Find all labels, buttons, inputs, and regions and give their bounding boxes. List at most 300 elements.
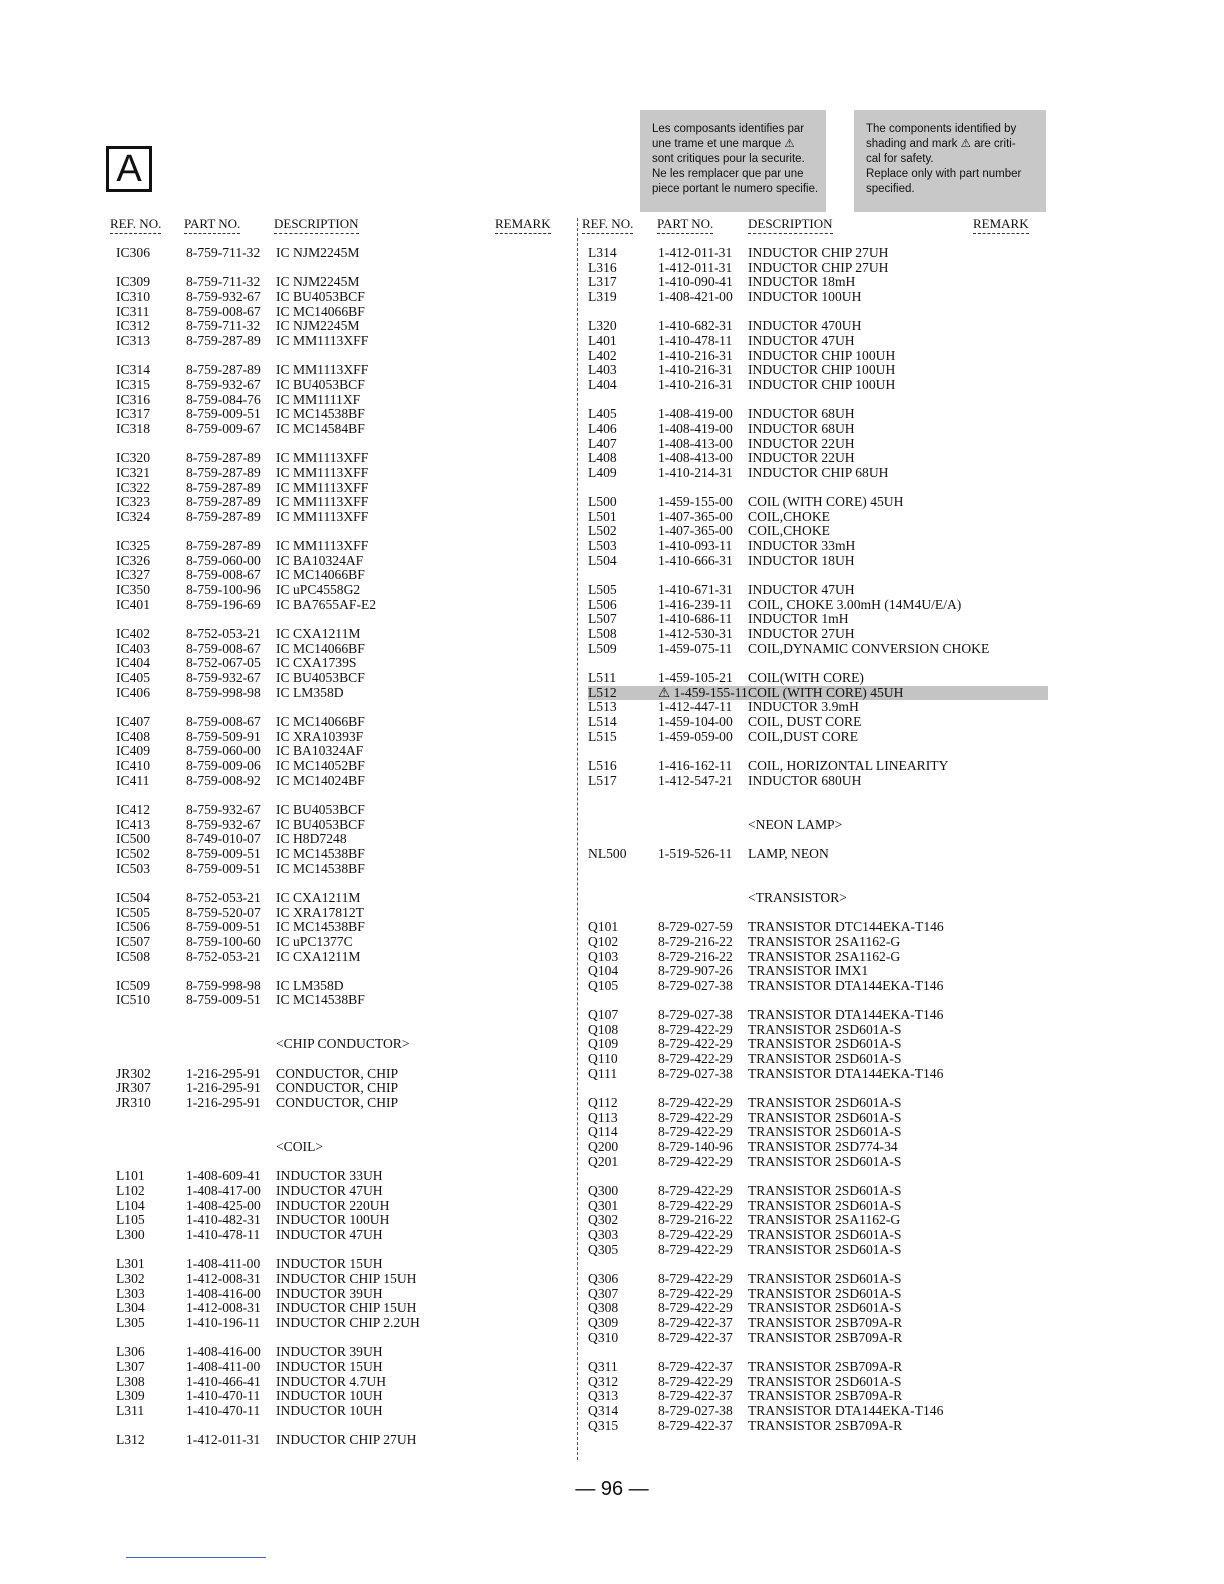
parts-row — [116, 656, 556, 671]
parts-row-safety-critical — [588, 686, 1048, 701]
part-no: 8-729-027-59 — [658, 919, 733, 935]
parts-row — [116, 363, 556, 378]
description: IC XRA10393F — [276, 728, 364, 744]
notice-line: The components identified by — [866, 123, 1017, 135]
part-no: 1-412-011-31 — [658, 259, 733, 275]
ref-no: IC412 — [116, 801, 150, 817]
parts-row — [116, 832, 556, 847]
description: TRANSISTOR 2SB709A-R — [748, 1329, 903, 1345]
description: IC CXA1211M — [276, 889, 361, 905]
description: IC MM1111XF — [276, 391, 361, 407]
ref-no: Q112 — [588, 1095, 618, 1111]
parts-row — [116, 862, 556, 877]
description: INDUCTOR 680UH — [748, 772, 862, 788]
description: TRANSISTOR 2SD601A-S — [748, 1300, 902, 1316]
ref-no: L312 — [116, 1432, 145, 1448]
ref-no: IC507 — [116, 933, 150, 949]
ref-no: Q313 — [588, 1388, 619, 1404]
parts-row — [588, 950, 1048, 965]
part-no: 1-408-425-00 — [186, 1197, 261, 1213]
description: COIL,DUST CORE — [748, 728, 859, 744]
part-no: 1-408-411-00 — [186, 1358, 261, 1374]
ref-no: Q110 — [588, 1051, 618, 1067]
description: IC CXA1739S — [276, 655, 357, 671]
ref-no: IC320 — [116, 450, 150, 466]
row-gap — [116, 1023, 556, 1038]
parts-row — [588, 363, 1048, 378]
part-no: 1-412-008-31 — [186, 1270, 261, 1286]
part-no: 8-759-932-67 — [186, 288, 261, 304]
ref-no: IC321 — [116, 464, 150, 480]
part-no: 1-412-547-21 — [658, 772, 733, 788]
description: INDUCTOR 47UH — [276, 1183, 383, 1198]
ref-no: L515 — [588, 728, 617, 744]
parts-row — [116, 466, 556, 481]
parts-row — [588, 1419, 1048, 1434]
part-no: 1-410-478-11 — [658, 332, 733, 348]
part-no: 8-752-053-21 — [186, 889, 261, 905]
ref-no: JR310 — [116, 1095, 151, 1111]
description: IC MC14538BF — [276, 992, 365, 1008]
parts-row — [588, 1023, 1048, 1038]
row-gap — [116, 700, 556, 715]
safety-notice-english — [854, 110, 1046, 212]
ref-no: IC505 — [116, 904, 150, 920]
ref-no: L311 — [116, 1402, 145, 1418]
part-no: 8-759-998-98 — [186, 977, 261, 993]
description: INDUCTOR CHIP 2.2UH — [276, 1314, 420, 1330]
parts-row — [116, 744, 556, 759]
description: IC MM1113XFF — [276, 362, 369, 378]
description: IC MC14538BF — [276, 406, 365, 422]
description: INDUCTOR 33UH — [276, 1168, 383, 1184]
part-no: 1-408-413-00 — [658, 435, 733, 451]
parts-row — [588, 730, 1048, 745]
part-no: 8-759-520-07 — [186, 904, 261, 920]
notice-line: sont critiques pour la securite. — [652, 153, 805, 165]
description: INDUCTOR 4.7UH — [276, 1373, 387, 1389]
parts-row — [588, 290, 1048, 305]
ref-no: Q314 — [588, 1402, 619, 1418]
description: INDUCTOR CHIP 27UH — [748, 259, 889, 275]
row-gap — [116, 964, 556, 979]
ref-no: L403 — [588, 362, 617, 378]
ref-no: Q305 — [588, 1241, 619, 1257]
parts-row — [116, 993, 556, 1008]
parts-row — [116, 1404, 556, 1419]
ref-no: L309 — [116, 1388, 145, 1404]
header-description: DESCRIPTION — [274, 216, 359, 234]
description: IC MC14538BF — [276, 919, 365, 935]
description: INDUCTOR CHIP 27UH — [276, 1432, 417, 1448]
parts-row — [588, 1389, 1048, 1404]
part-no: 1-410-216-31 — [658, 362, 733, 378]
part-no: 8-752-067-05 — [186, 655, 261, 671]
parts-row — [116, 554, 556, 569]
row-gap — [588, 832, 1048, 847]
page-number: — 96 — — [575, 1478, 649, 1500]
row-gap — [116, 876, 556, 891]
description: TRANSISTOR 2SB709A-R — [748, 1358, 903, 1374]
part-no: 1-408-421-00 — [658, 288, 733, 304]
ref-no: Q310 — [588, 1329, 619, 1345]
description: TRANSISTOR 2SD601A-S — [748, 1241, 902, 1257]
ref-no: Q311 — [588, 1358, 618, 1374]
ref-no: IC407 — [116, 714, 150, 729]
description: IC BU4053BCF — [276, 376, 365, 392]
part-no: 8-759-932-67 — [186, 376, 261, 392]
description: INDUCTOR 39UH — [276, 1285, 383, 1301]
row-gap — [116, 349, 556, 364]
description: INDUCTOR CHIP 100UH — [748, 376, 896, 392]
parts-row — [588, 554, 1048, 569]
ref-no: NL500 — [588, 845, 627, 861]
part-no: 8-729-027-38 — [658, 1402, 733, 1418]
part-no: 8-729-422-29 — [658, 1124, 733, 1140]
ref-no: IC314 — [116, 362, 150, 378]
parts-row — [116, 275, 556, 290]
ref-no: IC315 — [116, 376, 150, 392]
description: TRANSISTOR 2SD601A-S — [748, 1095, 902, 1111]
description: IC NJM2245M — [276, 318, 360, 334]
row-gap — [116, 1111, 556, 1126]
parts-row — [588, 1037, 1048, 1052]
ref-no: L320 — [588, 318, 617, 334]
parts-row — [116, 495, 556, 510]
part-no: 8-759-060-00 — [186, 743, 261, 759]
ref-no: L409 — [588, 464, 617, 480]
part-no: 8-759-287-89 — [186, 538, 261, 554]
part-no: 8-759-100-96 — [186, 582, 261, 598]
row-gap — [116, 437, 556, 452]
description: COIL,CHOKE — [748, 508, 830, 524]
ref-no: L512 — [588, 684, 617, 700]
description: TRANSISTOR 2SD601A-S — [748, 1197, 902, 1213]
header-description: DESCRIPTION — [748, 216, 833, 234]
parts-row — [588, 1199, 1048, 1214]
part-no: 8-759-509-91 — [186, 728, 261, 744]
ref-no: IC406 — [116, 684, 150, 700]
section-heading-text: <NEON LAMP> — [748, 816, 843, 832]
parts-row — [116, 1081, 556, 1096]
ref-no: Q201 — [588, 1153, 619, 1169]
part-no: 1-519-526-11 — [658, 845, 733, 861]
parts-row — [588, 524, 1048, 539]
description: IC MC14066BF — [276, 640, 365, 656]
part-no: 1-459-075-11 — [658, 640, 733, 656]
description: COIL,CHOKE — [748, 523, 830, 539]
parts-row — [588, 1301, 1048, 1316]
ref-no: IC502 — [116, 845, 150, 861]
parts-row — [588, 407, 1048, 422]
ref-no: Q301 — [588, 1197, 619, 1213]
row-gap — [116, 1008, 556, 1023]
parts-row — [588, 378, 1048, 393]
row-gap — [588, 481, 1048, 496]
parts-row — [588, 1111, 1048, 1126]
part-no: 8-752-053-21 — [186, 948, 261, 964]
ref-no: L517 — [588, 772, 617, 788]
parts-row — [588, 1140, 1048, 1155]
part-no: 8-749-010-07 — [186, 831, 261, 847]
row-gap — [588, 862, 1048, 877]
part-no: 8-759-287-89 — [186, 508, 261, 524]
ref-no: IC506 — [116, 919, 150, 935]
parts-row — [588, 1213, 1048, 1228]
ref-no: L300 — [116, 1226, 145, 1242]
parts-row — [116, 451, 556, 466]
part-no: 8-729-422-29 — [658, 1241, 733, 1257]
section-badge: A — [106, 146, 152, 192]
ref-no: L308 — [116, 1373, 145, 1389]
description: TRANSISTOR 2SD601A-S — [748, 1183, 902, 1198]
part-no: 8-759-009-51 — [186, 845, 261, 861]
parts-row — [116, 305, 556, 320]
ref-no: L514 — [588, 714, 617, 729]
ref-no: Q300 — [588, 1183, 619, 1198]
ref-no: IC323 — [116, 494, 150, 510]
ref-no: Q114 — [588, 1124, 618, 1140]
description: TRANSISTOR 2SD601A-S — [748, 1109, 902, 1125]
part-no: 1-410-216-31 — [658, 376, 733, 392]
part-no: 1-412-447-11 — [658, 699, 733, 715]
description: IC MC14052BF — [276, 757, 365, 773]
description: IC MM1113XFF — [276, 494, 369, 510]
description: INDUCTOR 10UH — [276, 1388, 383, 1404]
ref-no: L505 — [588, 582, 617, 598]
description: IC MC14066BF — [276, 567, 365, 583]
part-no: 1-408-416-00 — [186, 1285, 261, 1301]
part-no: 8-759-100-60 — [186, 933, 261, 949]
part-no: 1-410-470-11 — [186, 1388, 261, 1404]
ref-no: Q303 — [588, 1226, 619, 1242]
row-gap — [588, 656, 1048, 671]
ref-no: IC309 — [116, 274, 150, 290]
description: TRANSISTOR 2SA1162-G — [748, 948, 901, 964]
description: IC CXA1211M — [276, 626, 361, 642]
parts-row — [116, 1345, 556, 1360]
ref-no: IC408 — [116, 728, 150, 744]
parts-row — [588, 1096, 1048, 1111]
ref-no: Q107 — [588, 1007, 619, 1023]
parts-row — [588, 1375, 1048, 1390]
description: IC H8D7248 — [276, 831, 347, 847]
parts-row — [588, 1067, 1048, 1082]
part-no: 8-729-422-29 — [658, 1183, 733, 1198]
parts-row — [116, 481, 556, 496]
part-no: 8-729-027-38 — [658, 1007, 733, 1023]
part-no: 8-759-287-89 — [186, 494, 261, 510]
section-heading-text: <CHIP CONDUCTOR> — [276, 1036, 410, 1052]
ref-no: IC312 — [116, 318, 150, 334]
notice-line: Replace only with part number — [866, 168, 1022, 180]
parts-row — [116, 290, 556, 305]
description: COIL, HORIZONTAL LINEARITY — [748, 757, 949, 773]
row-gap — [116, 1331, 556, 1346]
row-gap — [588, 1257, 1048, 1272]
part-no: 8-729-422-29 — [658, 1051, 733, 1067]
section-heading-text: <TRANSISTOR> — [748, 889, 847, 905]
part-no: 1-408-419-00 — [658, 420, 733, 436]
ref-no: L105 — [116, 1212, 145, 1228]
ref-no: L307 — [116, 1358, 145, 1374]
parts-row — [116, 1287, 556, 1302]
description: IC MC14066BF — [276, 303, 365, 319]
part-no: 8-729-422-37 — [658, 1417, 733, 1433]
part-no: 8-759-711-32 — [186, 245, 261, 260]
parts-row — [116, 803, 556, 818]
ref-no: Q111 — [588, 1065, 618, 1081]
part-no: 8-759-196-69 — [186, 596, 261, 612]
part-no: 1-410-666-31 — [658, 552, 733, 568]
section-heading-text: <COIL> — [276, 1139, 324, 1155]
ref-no: L305 — [116, 1314, 145, 1330]
parts-row — [116, 378, 556, 393]
part-no: 1-410-686-11 — [658, 611, 733, 627]
parts-row — [588, 774, 1048, 789]
parts-row — [116, 598, 556, 613]
row-gap — [116, 1052, 556, 1067]
description: INDUCTOR 47UH — [748, 582, 855, 598]
ref-no: IC504 — [116, 889, 150, 905]
description: IC uPC1377C — [276, 933, 353, 949]
description: INDUCTOR CHIP 15UH — [276, 1270, 417, 1286]
ref-no: IC310 — [116, 288, 150, 304]
ref-no: L314 — [588, 245, 617, 260]
part-no: 8-729-216-22 — [658, 1212, 733, 1228]
description: INDUCTOR 100UH — [748, 288, 862, 304]
ref-no: IC401 — [116, 596, 150, 612]
section-heading — [116, 1140, 556, 1155]
part-no: 1-459-104-00 — [658, 714, 733, 729]
ref-no: L303 — [116, 1285, 145, 1301]
ref-no: IC318 — [116, 420, 150, 436]
ref-no: Q302 — [588, 1212, 619, 1228]
ref-no: IC405 — [116, 670, 150, 686]
ref-no: Q113 — [588, 1109, 618, 1125]
part-no: 1-412-530-31 — [658, 626, 733, 642]
row-gap — [116, 1419, 556, 1434]
description: IC MC14066BF — [276, 714, 365, 729]
part-no: 8-729-422-29 — [658, 1285, 733, 1301]
part-no: 8-729-422-37 — [658, 1329, 733, 1345]
part-no: 1-408-609-41 — [186, 1168, 261, 1184]
parts-row — [588, 1272, 1048, 1287]
part-no: 1-408-411-00 — [186, 1256, 261, 1272]
parts-row — [116, 627, 556, 642]
ref-no: L500 — [588, 494, 617, 510]
description: CONDUCTOR, CHIP — [276, 1095, 399, 1111]
part-no: 1-410-682-31 — [658, 318, 733, 334]
part-no: 8-729-422-37 — [658, 1314, 733, 1330]
part-no: 8-729-422-29 — [658, 1300, 733, 1316]
parts-row — [588, 1184, 1048, 1199]
description: TRANSISTOR IMX1 — [748, 963, 869, 979]
part-no: 8-729-422-29 — [658, 1153, 733, 1169]
ref-no: L102 — [116, 1183, 145, 1198]
description: TRANSISTOR 2SB709A-R — [748, 1388, 903, 1404]
parts-row — [588, 759, 1048, 774]
part-no: 8-759-711-32 — [186, 318, 261, 334]
parts-row — [588, 642, 1048, 657]
row-gap — [588, 1081, 1048, 1096]
part-no: 1-410-214-31 — [658, 464, 733, 480]
part-no: 1-459-155-00 — [658, 494, 733, 510]
parts-row — [116, 1433, 556, 1448]
part-no: 8-729-907-26 — [658, 963, 733, 979]
part-no: 8-729-422-37 — [658, 1358, 733, 1374]
section-heading — [588, 818, 1048, 833]
ref-no: L401 — [588, 332, 617, 348]
notice-line: Les composants identifies par — [652, 123, 805, 135]
parts-row — [116, 642, 556, 657]
row-gap — [116, 261, 556, 276]
ref-no: L508 — [588, 626, 617, 642]
notice-line: piece portant le numero specifie. — [652, 183, 819, 195]
part-no: 8-759-932-67 — [186, 670, 261, 686]
parts-row — [116, 759, 556, 774]
part-no: 1-216-295-91 — [186, 1065, 261, 1081]
part-no: 1-407-365-00 — [658, 508, 733, 524]
ref-no: Q102 — [588, 933, 619, 949]
parts-row — [588, 1125, 1048, 1140]
parts-row — [116, 246, 556, 261]
parts-row — [116, 950, 556, 965]
part-no: 8-759-009-51 — [186, 860, 261, 876]
ref-no: Q200 — [588, 1139, 619, 1155]
description: INDUCTOR 33mH — [748, 538, 856, 554]
description: COIL (WITH CORE) 45UH — [748, 494, 904, 510]
part-no: 1-407-365-00 — [658, 523, 733, 539]
part-no: 8-759-932-67 — [186, 801, 261, 817]
part-no: 8-729-422-29 — [658, 1226, 733, 1242]
description: TRANSISTOR 2SD774-34 — [748, 1139, 898, 1155]
part-no: 8-759-060-00 — [186, 552, 261, 568]
ref-no: IC510 — [116, 992, 150, 1008]
part-no: 8-729-027-38 — [658, 977, 733, 993]
part-no: 8-759-008-67 — [186, 640, 261, 656]
description: IC BA10324AF — [276, 552, 364, 568]
parts-row — [116, 1067, 556, 1082]
description: TRANSISTOR DTA144EKA-T146 — [748, 977, 944, 993]
ref-no: L302 — [116, 1270, 145, 1286]
ref-no: Q312 — [588, 1373, 619, 1389]
row-gap — [588, 803, 1048, 818]
ref-no: IC500 — [116, 831, 150, 847]
description: IC XRA17812T — [276, 904, 364, 920]
description: IC LM358D — [276, 977, 344, 993]
parts-row — [116, 1228, 556, 1243]
part-no: 8-752-053-21 — [186, 626, 261, 642]
row-gap — [588, 993, 1048, 1008]
description: INDUCTOR 68UH — [748, 420, 855, 436]
parts-row — [588, 1008, 1048, 1023]
notice-line: Ne les remplacer que par une — [652, 168, 804, 180]
parts-row — [588, 422, 1048, 437]
parts-row — [588, 261, 1048, 276]
parts-row — [588, 1316, 1048, 1331]
parts-row — [116, 510, 556, 525]
description: IC MM1113XFF — [276, 508, 369, 524]
parts-row — [116, 920, 556, 935]
ref-no: IC311 — [116, 303, 150, 319]
part-no: 1-216-295-91 — [186, 1095, 261, 1111]
parts-row — [116, 1184, 556, 1199]
parts-row — [588, 246, 1048, 261]
ref-no: IC508 — [116, 948, 150, 964]
part-no: 8-729-422-29 — [658, 1109, 733, 1125]
ref-no: IC306 — [116, 245, 150, 260]
